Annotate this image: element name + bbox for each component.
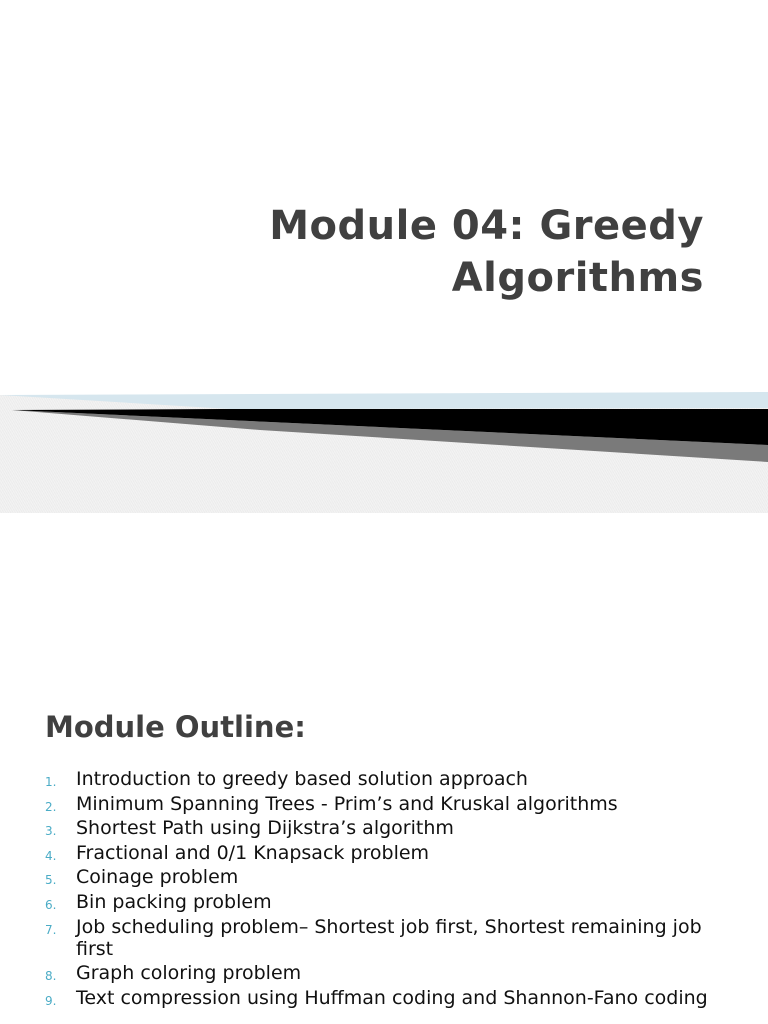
item-number: 8. <box>45 969 57 984</box>
item-text: Coinage problem <box>76 866 239 889</box>
list-item <box>0 987 768 1009</box>
item-number: 5. <box>45 873 57 888</box>
item-text: Introduction to greedy based solution approach <box>76 768 528 790</box>
list-item <box>0 793 768 815</box>
title-line-2: Algorithms <box>451 255 704 301</box>
outline-list <box>0 768 768 1011</box>
light-blue-stripe <box>0 392 768 409</box>
list-item <box>0 866 768 888</box>
item-number: 1. <box>45 775 57 789</box>
outline-slide <box>0 530 768 1024</box>
item-text: Text compression using Huffman coding and Shannon-Fano coding <box>76 986 708 1009</box>
item-number: 9. <box>45 993 57 1008</box>
list-item <box>0 768 768 790</box>
black-stripe <box>12 409 768 445</box>
slide-title <box>269 200 704 304</box>
list-item <box>0 962 768 984</box>
item-number: 4. <box>45 848 57 863</box>
item-text: Minimum Spanning Trees - Prim’s and Kruskal algorithms <box>76 792 618 815</box>
item-number: 6. <box>45 897 57 912</box>
item-text: Job scheduling problem– Shortest job first, Shortest remaining job first <box>76 915 702 960</box>
item-text: Fractional and 0/1 Knapsack problem <box>76 841 430 864</box>
item-number: 3. <box>45 824 57 839</box>
title-line-1: Module 04: Greedy <box>269 203 704 249</box>
outline-heading: Module Outline: <box>45 710 306 744</box>
item-text: Graph coloring problem <box>76 962 302 985</box>
item-text: Shortest Path using Dijkstra’s algorithm <box>76 817 454 840</box>
list-item <box>0 842 768 864</box>
list-item <box>0 916 768 960</box>
item-number: 7. <box>45 922 57 937</box>
list-item <box>0 817 768 839</box>
item-number: 2. <box>45 799 57 814</box>
list-item <box>0 891 768 913</box>
item-text: Bin packing problem <box>76 890 272 913</box>
